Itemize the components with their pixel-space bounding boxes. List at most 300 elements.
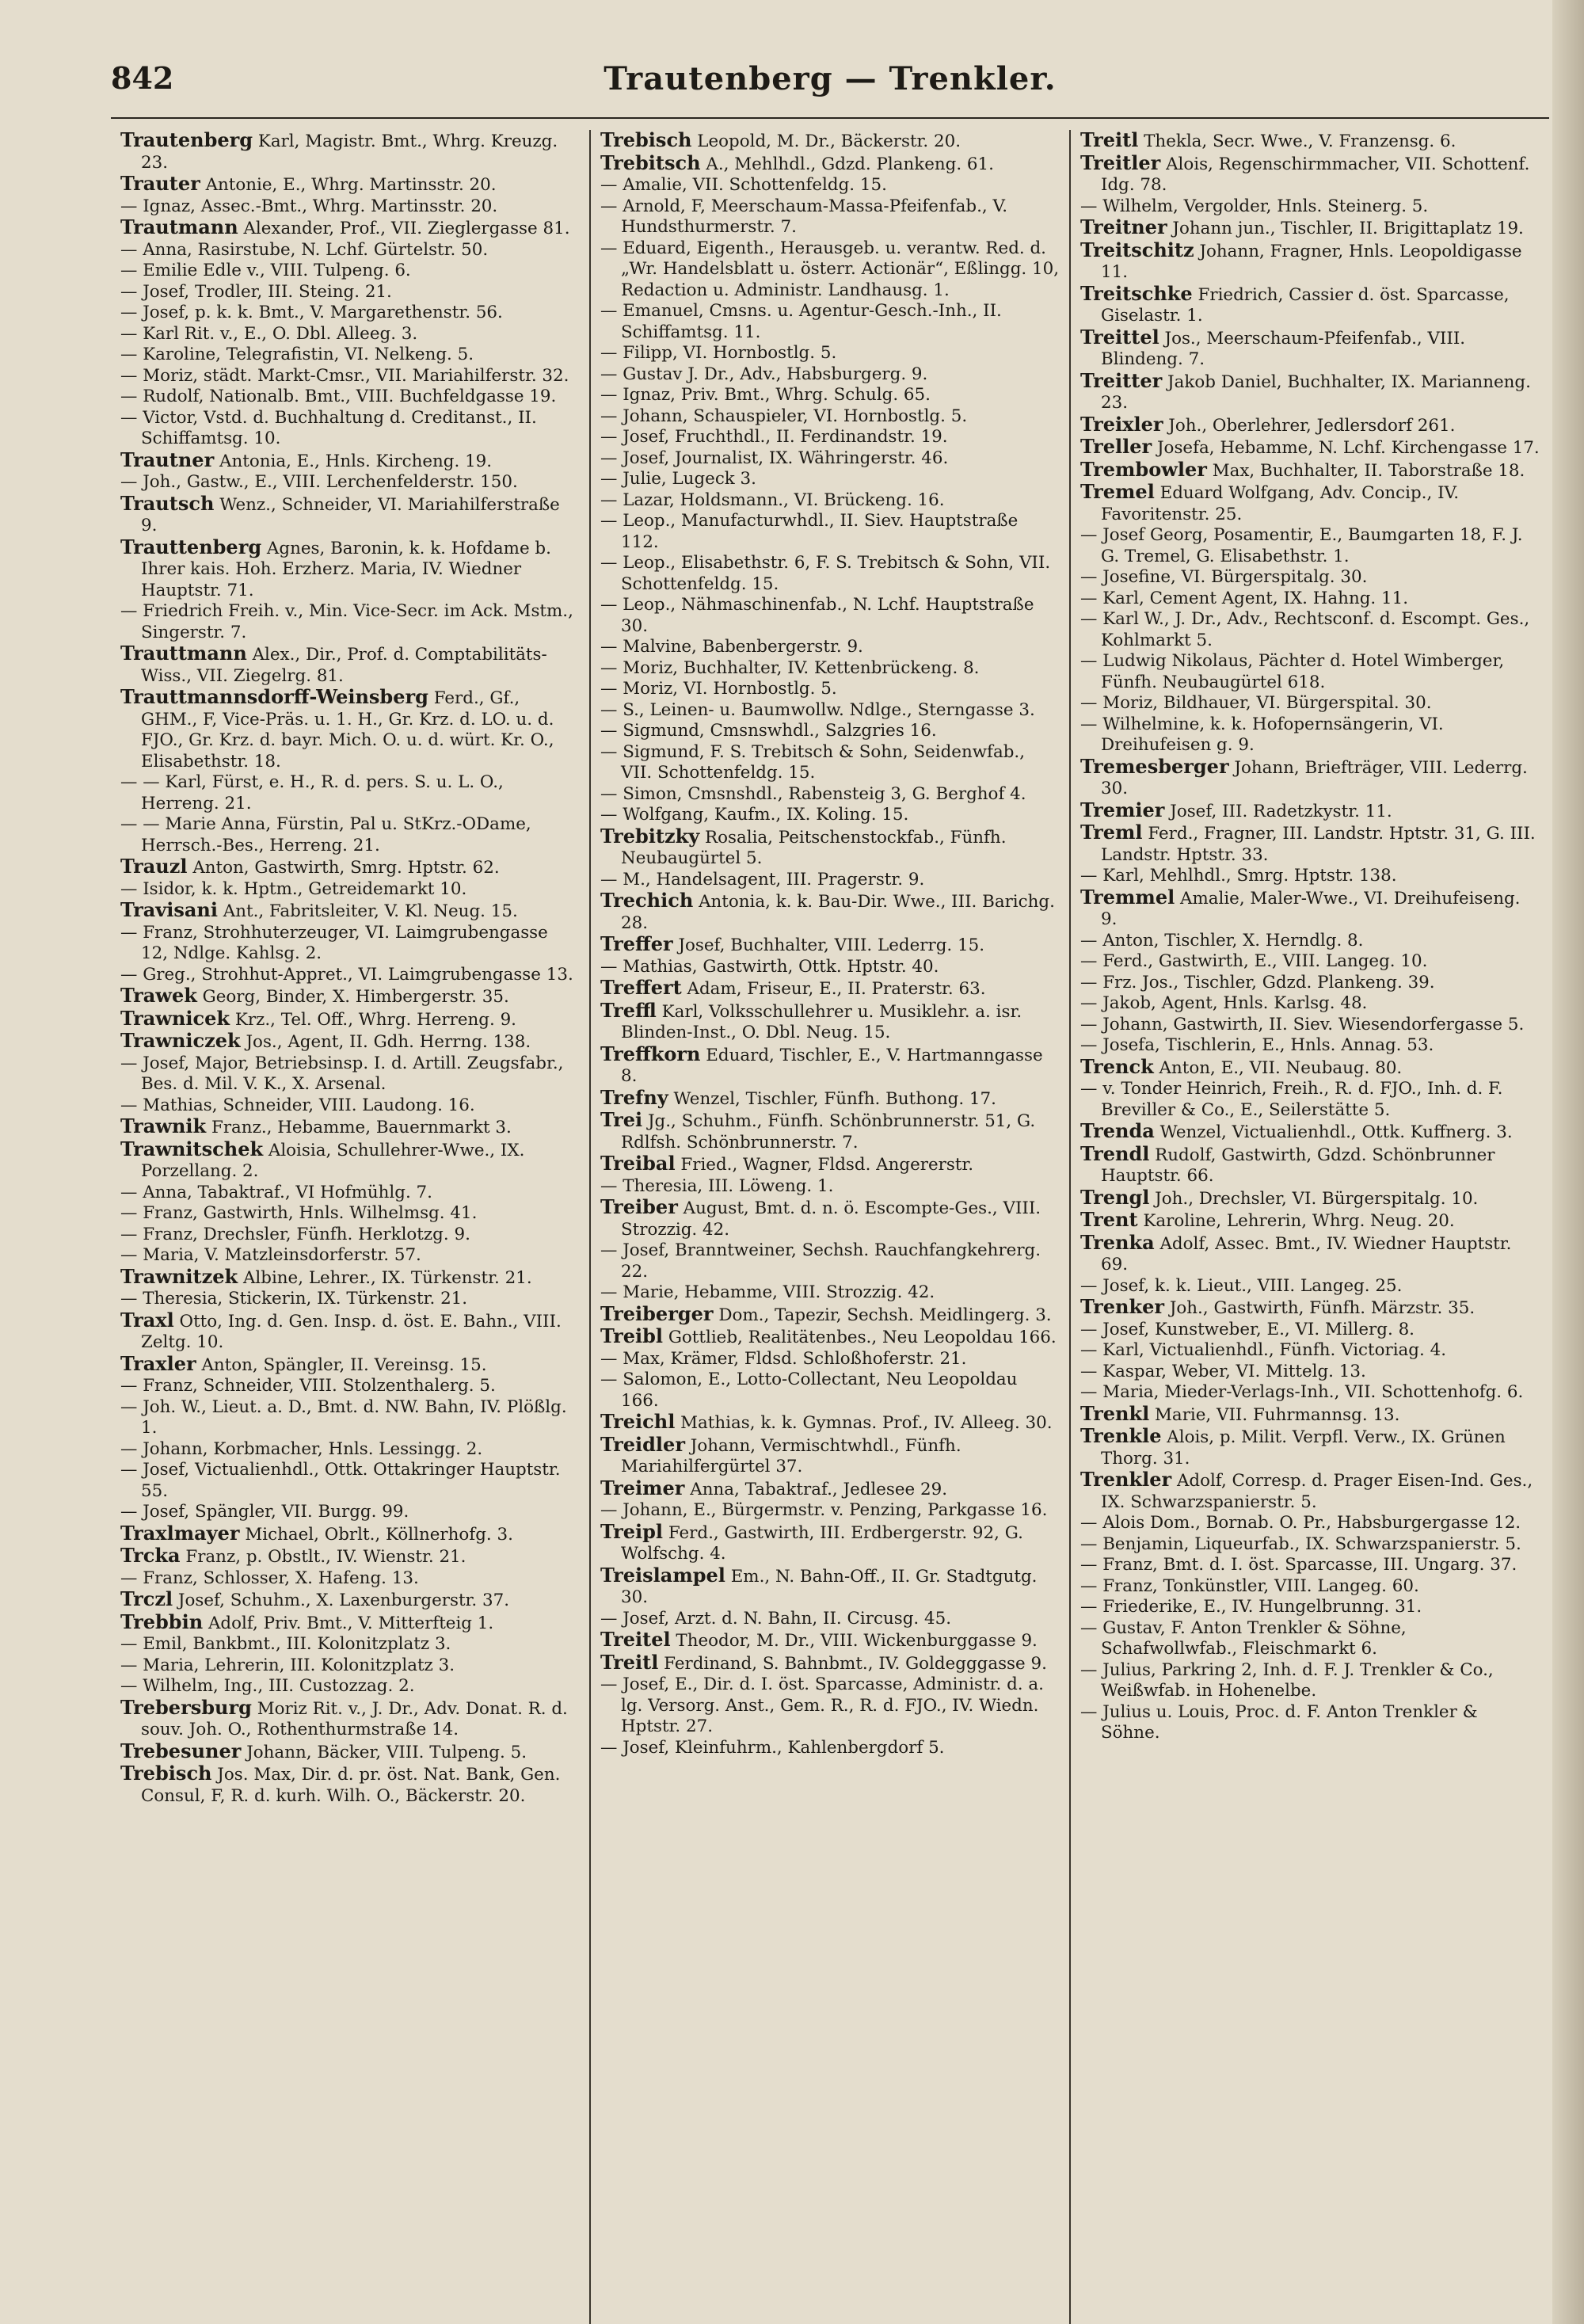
directory-entry	[600, 427, 1060, 448]
directory-entry	[600, 1609, 1060, 1630]
directory-entry	[120, 772, 580, 814]
directory-entry	[1080, 1276, 1540, 1297]
entry-surname: Trechich	[600, 889, 694, 912]
entry-surname: Treffert	[600, 976, 682, 999]
directory-entry	[1080, 1232, 1540, 1276]
directory-entry	[1080, 1141, 1540, 1187]
directory-entry	[120, 387, 580, 408]
entry-details: — — Karl, Fürst, e. H., R. d. pers. S. u. L. O., Herreng. 21.	[120, 772, 504, 813]
entry-details: — Josef, Spängler, VII. Burgg. 99.	[120, 1502, 409, 1522]
entry-details: Ferd., Fragner, III. Landstr. Hptstr. 31, G. III. Landstr. Hptstr. 33.	[1101, 824, 1536, 865]
entry-details: — Ludwig Nikolaus, Pächter d. Hotel Wimberger, Fünfh. Neubaugürtel 618.	[1080, 651, 1505, 692]
entry-details: Johann jun., Tischler, II. Brigittaplatz 19.	[1167, 219, 1524, 238]
directory-entry	[600, 1197, 1060, 1240]
entry-details: — Max, Krämer, Fldsd. Schloßhoferstr. 21.	[600, 1348, 967, 1369]
entry-details: — Josef, Kunstweber, E., VI. Millerg. 8.	[1080, 1319, 1415, 1339]
directory-entry	[1080, 525, 1540, 567]
directory-entry	[1080, 1534, 1540, 1556]
entry-surname: Trawnitschek	[120, 1137, 264, 1160]
directory-entry	[1080, 567, 1540, 589]
directory-entry	[600, 1176, 1060, 1198]
directory-entry	[600, 934, 1060, 957]
directory-entry	[1080, 1079, 1540, 1121]
directory-entry	[120, 1460, 580, 1502]
entry-details: — Wilhelmine, k. k. Hofopernsängerin, VI. Dreihufeisen g. 9.	[1080, 714, 1444, 755]
entry-details: — S., Leinen- u. Baumwollw. Ndlge., Sterngasse 3.	[600, 699, 1035, 720]
entry-details: Jos., Meerschaum-Pfeifenfab., VIII. Blindeng. 7.	[1101, 328, 1466, 369]
entry-details: Eduard Wolfgang, Adv. Concip., IV. Favoritenstr. 25.	[1101, 483, 1460, 524]
directory-entry	[120, 1289, 580, 1310]
entry-details: Jos., Agent, II. Gdh. Herrng. 138.	[240, 1032, 531, 1052]
entry-details: Johann, Fragner, Hnls. Leopoldigasse 11.	[1101, 241, 1522, 282]
entry-surname: Treimer	[600, 1476, 685, 1499]
directory-entry	[1080, 693, 1540, 714]
entry-surname: Treiberger	[600, 1301, 714, 1325]
entry-details: — Sigmund, Cmsnswhdl., Salzgries 16.	[600, 721, 937, 741]
directory-entry	[120, 493, 580, 537]
entry-surname: Trauzl	[120, 855, 188, 878]
entry-surname: Trawnicek	[120, 1006, 230, 1030]
entry-details: — — Marie Anna, Fürstin, Pal u. StKrz.-ODame, Herrsch.-Bes., Herreng. 21.	[120, 814, 531, 855]
directory-entry	[600, 1652, 1060, 1675]
entry-details: — Greg., Strohhut-Appret., VI. Laimgrubengasse 13.	[120, 964, 573, 985]
directory-entry	[120, 240, 580, 261]
entry-details: Alex., Dir., Prof. d. Comptabilitäts-Wiss., VII. Ziegelrg. 81.	[141, 645, 547, 686]
entry-surname: Treibal	[600, 1152, 676, 1175]
entry-details: — Moriz, Buchhalter, IV. Kettenbrückeng. 8.	[600, 657, 980, 678]
directory-entry	[120, 1310, 580, 1354]
entry-details: — Julius u. Louis, Proc. d. F. Anton Trenkler & Söhne.	[1080, 1701, 1478, 1743]
directory-entry	[1080, 887, 1540, 931]
entry-details: — Ignaz, Priv. Bmt., Whrg. Schulg. 65.	[600, 385, 931, 405]
directory-entry	[120, 923, 580, 965]
entry-details: Wenzel, Victualienhdl., Ottk. Kuffnerg. 3.	[1154, 1122, 1513, 1142]
entry-surname: Treitner	[1080, 215, 1167, 238]
entry-surname: Travisani	[120, 898, 218, 921]
directory-entry	[600, 742, 1060, 784]
directory-entry	[1080, 436, 1540, 459]
directory-entry	[1080, 1187, 1540, 1210]
entry-surname: Treffer	[600, 932, 673, 955]
entry-details: Moriz Rit. v., J. Dr., Adv. Donat. R. d. souv. Joh. O., Rothenthurmstraße 14.	[141, 1698, 568, 1739]
entry-details: Mathias, k. k. Gymnas. Prof., IV. Alleeg. 30.	[675, 1413, 1053, 1433]
entry-details: — Josef, Victualienhdl., Ottk. Ottakringer Hauptstr. 55.	[120, 1460, 561, 1501]
entry-details: — Anna, Tabaktraf., VI Hofmühlg. 7.	[120, 1182, 432, 1202]
entry-details: — Eduard, Eigenth., Herausgeb. u. verantw. Red. d. „Wr. Handelsblatt u. österr. Actionär“, Eßlingg. 10, Redaction u. Administr. Landhausg. 1.	[600, 238, 1060, 300]
entry-surname: Trebitsch	[600, 150, 701, 174]
entry-surname: Treibl	[600, 1324, 664, 1347]
directory-entry	[1080, 1555, 1540, 1576]
directory-entry	[1080, 217, 1540, 240]
directory-entry	[1080, 1469, 1540, 1513]
entry-details: — Sigmund, F. S. Trebitsch & Sohn, Seidenwfab., VII. Schottenfeldg. 15.	[600, 741, 1025, 783]
directory-entry	[1080, 756, 1540, 800]
entry-surname: Trautmann	[120, 215, 238, 238]
entry-details: Leopold, M. Dr., Bäckerstr. 20.	[691, 131, 961, 151]
directory-entry	[600, 238, 1060, 302]
entry-surname: Trautsch	[120, 491, 215, 515]
directory-entry	[120, 1676, 580, 1697]
entry-details: — Mathias, Gastwirth, Ottk. Hptstr. 40.	[600, 956, 939, 977]
directory-entry	[120, 856, 580, 879]
entry-details: Adolf, Corresp. d. Prager Eisen-Ind. Ges., IX. Schwarzspanierstr. 5.	[1101, 1471, 1533, 1512]
directory-entry	[120, 282, 580, 303]
directory-entry	[120, 1545, 580, 1568]
entry-details: — Theresia, III. Löweng. 1.	[600, 1175, 834, 1196]
directory-entry	[120, 408, 580, 450]
running-head: Trautenberg — Trenkler.	[604, 60, 1057, 97]
entry-details: — Moriz, städt. Markt-Cmsr., VII. Mariahilferstr. 32.	[120, 365, 569, 386]
entry-details: Antonia, E., Hnls. Kircheng. 19.	[214, 451, 493, 471]
directory-entry	[1080, 240, 1540, 284]
directory-entry	[600, 700, 1060, 722]
directory-entry	[600, 1412, 1060, 1434]
entry-details: Wenzel, Tischler, Fünfh. Buthong. 17.	[668, 1088, 996, 1109]
directory-entry	[600, 1240, 1060, 1282]
directory-entry	[120, 1139, 580, 1183]
entry-surname: Treislampel	[600, 1563, 725, 1587]
entry-details: — Franz, Bmt. d. I. öst. Sparcasse, III. Ungarg. 37.	[1080, 1555, 1517, 1575]
directory-entry	[1080, 1297, 1540, 1320]
entry-details: — Salomon, E., Lotto-Collectant, Neu Leopoldau 166.	[600, 1370, 1018, 1411]
entry-details: Josefa, Hebamme, N. Lchf. Kirchengasse 17.	[1152, 438, 1540, 458]
entry-surname: Trei	[600, 1108, 643, 1131]
entry-surname: Treitter	[1080, 368, 1163, 392]
entry-details: — Emilie Edle v., VIII. Tulpeng. 6.	[120, 261, 411, 280]
entry-details: — Anton, Tischler, X. Herndlg. 8.	[1080, 930, 1364, 951]
entry-surname: Trcka	[120, 1544, 181, 1567]
entry-details: Franz., Hebamme, Bauernmarkt 3.	[206, 1118, 512, 1137]
directory-entry	[1080, 1401, 1540, 1427]
entry-details: Antonia, k. k. Bau-Dir. Wwe., III. Barichg. 28.	[621, 892, 1055, 933]
directory-entry	[120, 196, 580, 218]
directory-entry	[1080, 281, 1540, 327]
directory-entry	[120, 324, 580, 345]
entry-columns	[111, 130, 1549, 2324]
entry-details: Josef, Buchhalter, VIII. Lederrg. 15.	[672, 935, 985, 955]
entry-details: Max, Buchhalter, II. Taborstraße 18.	[1206, 460, 1525, 481]
entry-surname: Treitschke	[1080, 281, 1193, 305]
entry-details: — Franz, Strohhuterzeuger, VI. Laimgrubengasse 12, Ndlge. Kahlsg. 2.	[120, 922, 548, 963]
entry-details: — Franz, Gastwirth, Hnls. Wilhelmsg. 41.	[120, 1203, 478, 1223]
directory-entry	[120, 217, 580, 240]
directory-entry	[120, 130, 580, 173]
entry-details: — Alois Dom., Bornab. O. Pr., Habsburgergasse 12.	[1080, 1513, 1521, 1533]
entry-details: — Josef, Fruchthdl., II. Ferdinandstr. 19.	[600, 427, 948, 447]
directory-entry	[120, 1502, 580, 1523]
entry-details: — Franz, Schlosser, X. Hafeng. 13.	[120, 1568, 419, 1588]
entry-details: — Leop., Elisabethstr. 6, F. S. Trebitsch & Sohn, VII. Schottenfeldg. 15.	[600, 553, 1051, 594]
entry-details: — Emanuel, Cmsns. u. Agentur-Gesch.-Inh., II. Schiffamtsg. 11.	[600, 301, 1002, 342]
entry-details: Alexander, Prof., VII. Zieglergasse 81.	[238, 219, 570, 238]
directory-entry	[600, 658, 1060, 680]
directory-entry	[1080, 1597, 1540, 1618]
entry-details: — Lazar, Holdsmann., VI. Brückeng. 16.	[600, 490, 945, 510]
entry-details: Amalie, Maler-Wwe., VI. Dreihufeiseng. 9.	[1101, 888, 1521, 929]
entry-details: Ferd., Gastwirth, III. Erdbergerstr. 92, G. Wolfschg. 4.	[621, 1522, 1023, 1564]
entry-details: — Karl, Victualienhdl., Fünfh. Victoriag. 4.	[1080, 1340, 1447, 1360]
entry-details: — Jakob, Agent, Hnls. Karlsg. 48.	[1080, 993, 1368, 1013]
directory-entry	[1080, 822, 1540, 866]
entry-details: Johann, Briefträger, VIII. Lederrg. 30.	[1101, 757, 1528, 798]
entry-surname: Trauttmannsdorff-Weinsberg	[120, 685, 428, 708]
entry-surname: Trefny	[600, 1085, 668, 1109]
directory-entry	[1080, 327, 1540, 371]
entry-details: Alois, Regenschirmmacher, VII. Schottenf. Idg. 78.	[1101, 154, 1530, 195]
directory-entry	[120, 1397, 580, 1439]
entry-surname: Trembowler	[1080, 457, 1207, 481]
directory-entry	[600, 1110, 1060, 1153]
directory-entry	[1080, 1426, 1540, 1469]
directory-entry	[1080, 1702, 1540, 1744]
entry-details: — Friedrich Freih. v., Min. Vice-Secr. im Ack. Mstm., Singerstr. 7.	[120, 601, 573, 642]
entry-details: Adolf, Priv. Bmt., V. Mitterfteig 1.	[203, 1613, 494, 1633]
directory-entry	[120, 345, 580, 366]
directory-entry	[600, 364, 1060, 386]
entry-details: — Maria, Mieder-Verlags-Inh., VII. Schottenhofg. 6.	[1080, 1382, 1524, 1402]
entry-details: Friedrich, Cassier d. öst. Sparcasse, Giselastr. 1.	[1101, 284, 1510, 326]
entry-surname: Trawek	[120, 984, 197, 1007]
entry-details: — Maria, Lehrerin, III. Kolonitzplatz 3.	[120, 1655, 455, 1675]
directory-entry	[120, 1763, 580, 1807]
entry-details: — Malvine, Babenbergerstr. 9.	[600, 637, 863, 657]
directory-entry	[120, 1095, 580, 1117]
directory-entry	[600, 490, 1060, 512]
page-header	[111, 55, 1549, 119]
directory-entry	[600, 1349, 1060, 1370]
directory-entry	[600, 1478, 1060, 1501]
entry-details: — Josef, E., Dir. d. I. öst. Sparcasse, Administr. d. a. lg. Versorg. Anst., Gem. R., R. d. FJO., IV. Wiedn. Hptstr. 27.	[600, 1674, 1044, 1736]
directory-entry	[1080, 973, 1540, 994]
directory-entry	[120, 1523, 580, 1546]
directory-entry	[120, 1697, 580, 1741]
directory-entry	[1080, 800, 1540, 823]
column-middle	[589, 130, 1069, 2324]
entry-surname: Trauter	[120, 172, 200, 195]
directory-entry	[600, 150, 1060, 176]
entry-details: August, Bmt. d. n. ö. Escompte-Ges., VIII. Strozzig. 42.	[621, 1198, 1041, 1240]
entry-details: — Rudolf, Nationalb. Bmt., VIII. Buchfeldgasse 19.	[120, 387, 557, 406]
directory-entry	[1080, 368, 1540, 414]
directory-entry	[120, 1439, 580, 1461]
entry-details: Dom., Tapezir, Sechsh. Meidlingerg. 3.	[713, 1305, 1052, 1325]
entry-surname: Trebitzky	[600, 824, 700, 848]
directory-entry	[1080, 1576, 1540, 1598]
directory-entry	[600, 301, 1060, 343]
entry-surname: Treffl	[600, 998, 657, 1022]
entry-details: — Josef, Kleinfuhrm., Kahlenbergdorf 5.	[600, 1737, 945, 1758]
entry-details: Anton, E., VII. Neubaug. 80.	[1153, 1057, 1403, 1078]
entry-details: Aloisia, Schullehrer-Wwe., IX. Porzellang. 2.	[141, 1140, 525, 1181]
directory-entry	[600, 196, 1060, 238]
entry-details: — Johann, Korbmacher, Hnls. Lessingg. 2.	[120, 1438, 483, 1459]
entry-surname: Treitschitz	[1080, 238, 1194, 261]
entry-surname: Trenkl	[1080, 1401, 1150, 1425]
entry-details: — Johann, Schauspieler, VI. Hornbostlg. 5.	[600, 406, 968, 426]
entry-surname: Trendl	[1080, 1141, 1150, 1165]
directory-entry	[120, 303, 580, 324]
entry-details: Georg, Binder, X. Himbergerstr. 35.	[196, 987, 509, 1007]
directory-entry	[1080, 196, 1540, 218]
directory-entry	[600, 385, 1060, 406]
directory-entry	[120, 1031, 580, 1053]
directory-entry	[600, 1153, 1060, 1176]
directory-entry	[1080, 1210, 1540, 1232]
directory-entry	[600, 1434, 1060, 1478]
entry-surname: Treitel	[600, 1628, 671, 1651]
entry-details: Karl, Volksschullehrer u. Musiklehr. a. isr. Blinden-Inst., O. Dbl. Neug. 15.	[621, 1001, 1022, 1042]
entry-details: Rudolf, Gastwirth, Gdzd. Schönbrunner Hauptstr. 66.	[1101, 1145, 1495, 1186]
entry-details: Fried., Wagner, Fldsd. Angererstr.	[675, 1155, 974, 1175]
directory-entry	[1080, 414, 1540, 437]
entry-surname: Trenkle	[1080, 1424, 1162, 1447]
entry-details: — Karl, Cement Agent, IX. Hahng. 11.	[1080, 588, 1409, 608]
entry-details: — Julius, Parkring 2, Inh. d. F. J. Trenkler & Co., Weißwfab. in Hohenelbe.	[1080, 1659, 1494, 1701]
directory-entry	[120, 1116, 580, 1139]
directory-entry	[600, 511, 1060, 553]
entry-surname: Traxler	[120, 1351, 196, 1375]
entry-details: — v. Tonder Heinrich, Freih., R. d. FJO., Inh. d. F. Breviller & Co., E., Seilerstätte 5.	[1080, 1079, 1503, 1120]
directory-entry	[600, 784, 1060, 806]
entry-surname: Treichl	[600, 1410, 676, 1433]
entry-details: — Gustav, F. Anton Trenkler & Söhne, Schafwollwfab., Fleischmarkt 6.	[1080, 1617, 1407, 1659]
entry-details: Anton, Gastwirth, Smrg. Hptstr. 62.	[187, 858, 500, 878]
entry-details: — Johann, Gastwirth, II. Siev. Wiesendorfergasse 5.	[1080, 1014, 1525, 1034]
entry-details: — Ignaz, Assec.-Bmt., Whrg. Martinsstr. 20.	[120, 196, 498, 216]
directory-entry	[600, 637, 1060, 658]
entry-surname: Trautenberg	[120, 130, 253, 151]
entry-details: — Amalie, VII. Schottenfeldg. 15.	[600, 175, 887, 195]
directory-entry	[1080, 482, 1540, 525]
directory-entry	[600, 957, 1060, 978]
entry-details: — Anna, Rasirstube, N. Lchf. Gürtelstr. 50.	[120, 239, 489, 260]
entry-surname: Treitler	[1080, 150, 1161, 174]
directory-entry	[600, 343, 1060, 364]
entry-surname: Treiber	[600, 1195, 678, 1218]
directory-entry	[1080, 1340, 1540, 1362]
entry-details: Adam, Friseur, E., II. Praterstr. 63.	[681, 979, 986, 999]
directory-entry	[120, 1376, 580, 1397]
entry-details: — Josef, k. k. Lieut., VIII. Langeg. 25.	[1080, 1275, 1403, 1296]
directory-entry	[600, 826, 1060, 870]
entry-details: Marie, VII. Fuhrmannsg. 13.	[1149, 1404, 1400, 1425]
entry-details: — Josef, Branntweiner, Sechsh. Rauchfangkehrerg. 22.	[600, 1240, 1041, 1282]
directory-entry	[120, 1264, 580, 1290]
entry-details: — Josefine, VI. Bürgerspitalg. 30.	[1080, 567, 1368, 587]
directory-entry	[120, 1612, 580, 1635]
entry-details: — Leop., Nähmaschinenfab., N. Lchf. Hauptstraße 30.	[600, 595, 1034, 636]
directory-entry	[1080, 993, 1540, 1015]
entry-details: Joh., Gastwirth, Fünfh. Märzstr. 35.	[1164, 1298, 1475, 1318]
entry-surname: Trebbin	[120, 1610, 204, 1633]
entry-surname: Trenka	[1080, 1230, 1155, 1254]
directory-entry	[1080, 609, 1540, 651]
entry-details: — Moriz, VI. Hornbostlg. 5.	[600, 679, 837, 699]
directory-entry	[600, 1738, 1060, 1759]
entry-details: Jos. Max, Dir. d. pr. öst. Nat. Bank, Gen. Consul, F, R. d. kurh. Wilh. O., Bäckerstr. 20.	[141, 1765, 561, 1806]
entry-surname: Tremmel	[1080, 885, 1175, 909]
entry-details: — Marie, Hebamme, VIII. Strozzig. 42.	[600, 1282, 935, 1302]
directory-entry	[120, 1225, 580, 1246]
entry-details: — Mathias, Schneider, VIII. Laudong. 16.	[120, 1095, 475, 1115]
directory-entry	[120, 601, 580, 643]
directory-entry	[1080, 951, 1540, 973]
entry-details: A., Mehlhdl., Gdzd. Plankeng. 61.	[700, 154, 994, 174]
directory-entry	[120, 1183, 580, 1204]
entry-surname: Trauttenberg	[120, 535, 262, 558]
entry-details: Wenz., Schneider, VI. Mariahilferstraße 9.	[141, 494, 560, 535]
entry-details: Joh., Oberlehrer, Jedlersdorf 261.	[1163, 415, 1456, 436]
directory-entry	[120, 450, 580, 473]
entry-details: Theodor, M. Dr., VIII. Wickenburggasse 9.	[670, 1631, 1038, 1651]
entry-surname: Treitl	[600, 1650, 659, 1674]
entry-details: — Josef, Journalist, IX. Währingerstr. 46.	[600, 448, 949, 468]
directory-entry	[1080, 1618, 1540, 1660]
directory-entry	[120, 965, 580, 986]
directory-entry	[1080, 931, 1540, 952]
directory-entry	[600, 1301, 1060, 1327]
entry-details: — Joh. W., Lieut. a. D., Bmt. d. NW. Bahn, IV. Plößlg. 1.	[120, 1396, 567, 1438]
entry-details: — Josef, Arzt. d. N. Bahn, II. Circusg. 45.	[600, 1608, 952, 1629]
entry-details: — Karl, Mehlhdl., Smrg. Hptstr. 138.	[1080, 866, 1397, 886]
entry-details: — Kaspar, Weber, VI. Mittelg. 13.	[1080, 1361, 1366, 1381]
entry-surname: Trent	[1080, 1208, 1138, 1231]
entry-surname: Treffkorn	[600, 1042, 701, 1065]
entry-details: Karl, Magistr. Bmt., Whrg. Kreuzg. 23.	[141, 131, 558, 173]
directory-entry	[600, 130, 1060, 153]
directory-entry	[600, 1565, 1060, 1609]
entry-surname: Traxlmayer	[120, 1521, 240, 1545]
entry-details: Josef, III. Radetzkystr. 11.	[1164, 801, 1392, 821]
directory-entry	[120, 643, 580, 687]
entry-surname: Treller	[1080, 435, 1152, 458]
directory-entry	[600, 1519, 1060, 1565]
directory-entry	[600, 1282, 1060, 1304]
entry-details: — Joh., Gastw., E., VIII. Lerchenfelderstr. 150.	[120, 472, 518, 492]
directory-entry	[1080, 714, 1540, 756]
entry-details: Alois, p. Milit. Verpfl. Verw., IX. Grünen Thorg. 31.	[1101, 1427, 1506, 1469]
column-right	[1069, 130, 1549, 2324]
entry-details: — Theresia, Stickerin, IX. Türkenstr. 21.	[120, 1289, 468, 1309]
directory-entry	[600, 1370, 1060, 1412]
directory-entry	[120, 900, 580, 923]
entry-surname: Trenck	[1080, 1054, 1154, 1078]
directory-entry	[1080, 1382, 1540, 1404]
directory-entry	[120, 1741, 580, 1764]
entry-details: Franz, p. Obstlt., IV. Wienstr. 21.	[180, 1547, 466, 1567]
entry-details: Ferdinand, S. Bahnbmt., IV. Goldegggasse 9.	[658, 1653, 1047, 1674]
entry-surname: Trenkler	[1080, 1468, 1172, 1491]
entry-details: Michael, Obrlt., Köllnerhofg. 3.	[239, 1524, 513, 1545]
directory-entry	[120, 985, 580, 1008]
directory-entry	[600, 679, 1060, 700]
page-number: 842	[111, 60, 174, 96]
entry-details: — Josef, Trodler, III. Steing. 21.	[120, 281, 392, 302]
directory-entry	[120, 261, 580, 282]
entry-surname: Treml	[1080, 821, 1143, 844]
entry-surname: Trenker	[1080, 1295, 1165, 1318]
directory-entry	[120, 1008, 580, 1031]
entry-details: — Emil, Bankbmt., III. Kolonitzplatz 3.	[120, 1634, 451, 1654]
entry-details: Adolf, Assec. Bmt., IV. Wiedner Hauptstr. 69.	[1101, 1233, 1512, 1274]
directory-entry	[1080, 1660, 1540, 1702]
entry-details: — Franz, Drechsler, Fünfh. Herklotzg. 9.	[120, 1224, 470, 1244]
directory-entry	[600, 1085, 1060, 1111]
directory-entry	[1080, 1121, 1540, 1144]
entry-surname: Trebisch	[120, 1762, 212, 1785]
entry-surname: Trebesuner	[120, 1739, 242, 1762]
directory-entry	[1080, 1054, 1540, 1080]
